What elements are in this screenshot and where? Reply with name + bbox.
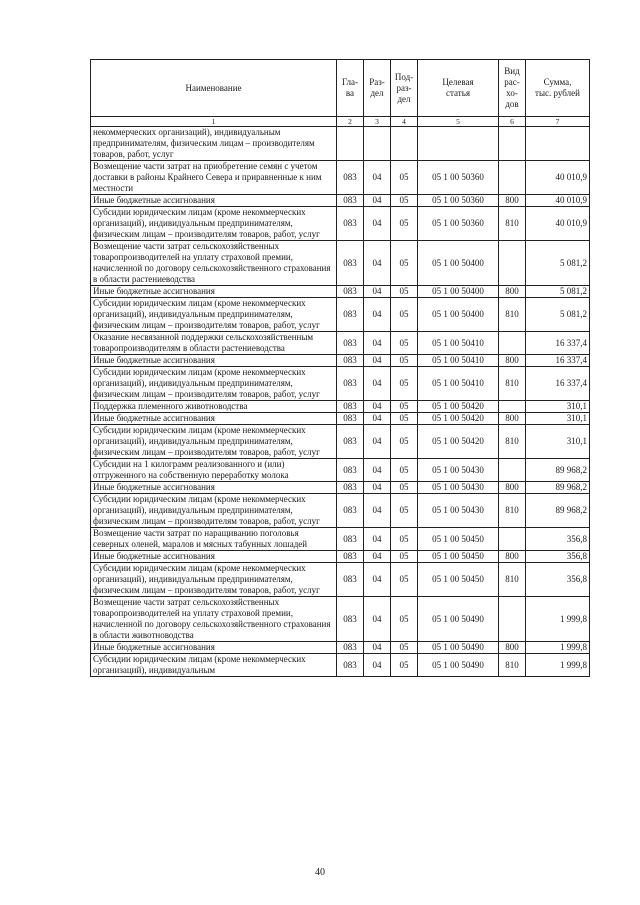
cell-chapter: 083 [337, 332, 364, 355]
cell-name: Субсидии юридическим лицам (кроме некоммерческих организаций), индивидуальным предпринимателям, физическим лицам – производителям товаров, работ, услуг [91, 207, 337, 241]
table-row [91, 298, 590, 332]
cell-chapter: 083 [337, 401, 364, 413]
cell-name: Иные бюджетные ассигнования [91, 482, 337, 494]
cell-chapter: 083 [337, 494, 364, 528]
cell-amount: 89 968,2 [526, 482, 590, 494]
cell-amount: 40 010,9 [526, 195, 590, 207]
table-row [91, 482, 590, 494]
column-number: 1 [91, 117, 337, 127]
cell-amount: 16 337,4 [526, 332, 590, 355]
cell-name: Иные бюджетные ассигнования [91, 413, 337, 425]
cell-target [418, 127, 499, 161]
cell-section: 04 [364, 528, 391, 551]
cell-target: 05 1 00 50400 [418, 286, 499, 298]
cell-amount: 16 337,4 [526, 355, 590, 367]
cell-target: 05 1 00 50360 [418, 207, 499, 241]
cell-chapter: 083 [337, 241, 364, 286]
cell-target: 05 1 00 50490 [418, 654, 499, 677]
cell-target: 05 1 00 50430 [418, 482, 499, 494]
cell-section: 04 [364, 482, 391, 494]
cell-expense-type: 800 [499, 413, 526, 425]
cell-target: 05 1 00 50430 [418, 494, 499, 528]
cell-chapter: 083 [337, 551, 364, 563]
cell-expense-type [499, 459, 526, 482]
cell-section: 04 [364, 494, 391, 528]
cell-expense-type: 810 [499, 654, 526, 677]
cell-amount: 310,1 [526, 413, 590, 425]
cell-chapter: 083 [337, 195, 364, 207]
cell-subsection: 05 [391, 195, 418, 207]
cell-name: Возмещение части затрат сельскохозяйственных товаропроизводителей на уплату страховой премии, начисленной по договору сельскохозяйственного страхования в области животноводства [91, 597, 337, 642]
cell-subsection: 05 [391, 355, 418, 367]
cell-expense-type [499, 401, 526, 413]
table-row [91, 654, 590, 677]
cell-section: 04 [364, 195, 391, 207]
cell-subsection: 05 [391, 413, 418, 425]
cell-target: 05 1 00 50450 [418, 551, 499, 563]
cell-subsection: 05 [391, 654, 418, 677]
cell-name: Иные бюджетные ассигнования [91, 286, 337, 298]
cell-target: 05 1 00 50410 [418, 355, 499, 367]
cell-name: Субсидии юридическим лицам (кроме некоммерческих организаций), индивидуальным предпринимателям, физическим лицам – производителям товаров, работ, услуг [91, 563, 337, 597]
cell-name: Иные бюджетные ассигнования [91, 551, 337, 563]
table-row [91, 127, 590, 161]
cell-chapter: 083 [337, 597, 364, 642]
cell-amount: 1 999,8 [526, 642, 590, 654]
cell-expense-type: 800 [499, 286, 526, 298]
cell-expense-type: 800 [499, 551, 526, 563]
cell-expense-type: 800 [499, 195, 526, 207]
cell-target: 05 1 00 50360 [418, 195, 499, 207]
cell-name: Субсидии юридическим лицам (кроме некоммерческих организаций), индивидуальным предпринимателям, физическим лицам – производителям товаров, работ, услуг [91, 298, 337, 332]
cell-target: 05 1 00 50360 [418, 161, 499, 195]
cell-subsection: 05 [391, 551, 418, 563]
cell-name: Иные бюджетные ассигнования [91, 642, 337, 654]
cell-name: некоммерческих организаций), индивидуальным предпринимателям, физическим лицам – производителям товаров, работ, услуг [91, 127, 337, 161]
cell-chapter: 083 [337, 286, 364, 298]
cell-subsection: 05 [391, 332, 418, 355]
cell-chapter: 083 [337, 161, 364, 195]
cell-section: 04 [364, 241, 391, 286]
page-number: 40 [315, 867, 325, 878]
cell-amount: 5 081,2 [526, 298, 590, 332]
cell-name: Иные бюджетные ассигнования [91, 195, 337, 207]
cell-section: 04 [364, 425, 391, 459]
header-section: Раз- дел [364, 60, 391, 117]
cell-chapter: 083 [337, 298, 364, 332]
cell-subsection: 05 [391, 459, 418, 482]
header-amount: Сумма, тыс. рублей [526, 60, 590, 117]
cell-amount: 40 010,9 [526, 207, 590, 241]
header-expense-type: Вид рас- хо- дов [499, 60, 526, 117]
cell-chapter [337, 127, 364, 161]
cell-target: 05 1 00 50490 [418, 642, 499, 654]
header-name: Наименование [91, 60, 337, 117]
cell-amount: 356,8 [526, 563, 590, 597]
cell-expense-type: 810 [499, 207, 526, 241]
cell-expense-type: 810 [499, 367, 526, 401]
cell-subsection: 05 [391, 286, 418, 298]
cell-expense-type [499, 241, 526, 286]
cell-target: 05 1 00 50410 [418, 332, 499, 355]
cell-subsection: 05 [391, 425, 418, 459]
cell-expense-type [499, 127, 526, 161]
cell-expense-type: 800 [499, 355, 526, 367]
cell-amount: 16 337,4 [526, 367, 590, 401]
cell-name: Субсидии на 1 килограмм реализованного и (или) отгруженного на собственную переработку молока [91, 459, 337, 482]
cell-amount: 89 968,2 [526, 494, 590, 528]
cell-section: 04 [364, 413, 391, 425]
cell-name: Субсидии юридическим лицам (кроме некоммерческих организаций), индивидуальным предпринимателям, физическим лицам – производителям товаров, работ, услуг [91, 425, 337, 459]
cell-section: 04 [364, 401, 391, 413]
cell-subsection: 05 [391, 298, 418, 332]
cell-subsection: 05 [391, 494, 418, 528]
table-row [91, 597, 590, 642]
cell-section: 04 [364, 298, 391, 332]
cell-amount: 310,1 [526, 401, 590, 413]
cell-subsection: 05 [391, 161, 418, 195]
cell-expense-type [499, 161, 526, 195]
table-row [91, 425, 590, 459]
table-row [91, 401, 590, 413]
cell-subsection: 05 [391, 642, 418, 654]
cell-name: Возмещение части затрат сельскохозяйственных товаропроизводителей на уплату страховой премии, начисленной по договору сельскохозяйственного страхования в области растениеводства [91, 241, 337, 286]
cell-expense-type: 810 [499, 298, 526, 332]
column-number: 3 [364, 117, 391, 127]
header-target: Целевая статья [418, 60, 499, 117]
cell-target: 05 1 00 50420 [418, 413, 499, 425]
cell-chapter: 083 [337, 413, 364, 425]
cell-amount: 89 968,2 [526, 459, 590, 482]
cell-section: 04 [364, 563, 391, 597]
cell-expense-type [499, 597, 526, 642]
cell-name: Субсидии юридическим лицам (кроме некоммерческих организаций), индивидуальным предпринимателям, физическим лицам – производителям товаров, работ, услуг [91, 494, 337, 528]
cell-subsection: 05 [391, 401, 418, 413]
table-row [91, 413, 590, 425]
cell-section: 04 [364, 551, 391, 563]
cell-subsection [391, 127, 418, 161]
cell-subsection: 05 [391, 528, 418, 551]
cell-section: 04 [364, 597, 391, 642]
table-row [91, 332, 590, 355]
cell-chapter: 083 [337, 528, 364, 551]
table-row [91, 642, 590, 654]
cell-expense-type: 800 [499, 482, 526, 494]
table-row [91, 367, 590, 401]
cell-expense-type: 810 [499, 494, 526, 528]
table-row [91, 563, 590, 597]
cell-expense-type [499, 332, 526, 355]
budget-table [90, 59, 590, 677]
cell-target: 05 1 00 50410 [418, 367, 499, 401]
cell-amount: 356,8 [526, 528, 590, 551]
table-row [91, 459, 590, 482]
cell-amount: 40 010,9 [526, 161, 590, 195]
cell-name: Возмещение части затрат по наращиванию поголовья северных оленей, маралов и мясных табунных лошадей [91, 528, 337, 551]
cell-name: Возмещение части затрат на приобретение семян с учетом доставки в районы Крайнего Севера и приравненные к ним местности [91, 161, 337, 195]
cell-amount: 1 999,8 [526, 597, 590, 642]
column-number: 4 [391, 117, 418, 127]
table-row [91, 286, 590, 298]
cell-amount: 1 999,8 [526, 654, 590, 677]
table-row [91, 161, 590, 195]
cell-chapter: 083 [337, 563, 364, 597]
cell-chapter: 083 [337, 459, 364, 482]
cell-subsection: 05 [391, 241, 418, 286]
cell-amount: 356,8 [526, 551, 590, 563]
cell-target: 05 1 00 50420 [418, 425, 499, 459]
header-row [91, 60, 590, 117]
cell-section: 04 [364, 161, 391, 195]
table-body [91, 127, 590, 677]
table-row [91, 355, 590, 367]
cell-chapter: 083 [337, 425, 364, 459]
column-number: 7 [526, 117, 590, 127]
cell-chapter: 083 [337, 207, 364, 241]
cell-section: 04 [364, 332, 391, 355]
cell-name: Оказание несвязанной поддержки сельскохозяйственным товаропроизводителям в области растениеводства [91, 332, 337, 355]
cell-subsection: 05 [391, 563, 418, 597]
table-row [91, 528, 590, 551]
cell-chapter: 083 [337, 482, 364, 494]
cell-section: 04 [364, 207, 391, 241]
cell-amount: 310,1 [526, 425, 590, 459]
cell-target: 05 1 00 50420 [418, 401, 499, 413]
table-row [91, 241, 590, 286]
cell-amount: 5 081,2 [526, 241, 590, 286]
cell-target: 05 1 00 50430 [418, 459, 499, 482]
cell-expense-type: 800 [499, 642, 526, 654]
cell-section: 04 [364, 459, 391, 482]
cell-expense-type: 810 [499, 563, 526, 597]
cell-section: 04 [364, 286, 391, 298]
cell-target: 05 1 00 50400 [418, 298, 499, 332]
cell-section: 04 [364, 642, 391, 654]
table-row [91, 551, 590, 563]
cell-target: 05 1 00 50490 [418, 597, 499, 642]
cell-subsection: 05 [391, 367, 418, 401]
column-number: 6 [499, 117, 526, 127]
cell-target: 05 1 00 50450 [418, 528, 499, 551]
column-number: 5 [418, 117, 499, 127]
cell-expense-type [499, 528, 526, 551]
cell-amount: 5 081,2 [526, 286, 590, 298]
column-number-row [91, 117, 590, 127]
cell-subsection: 05 [391, 597, 418, 642]
cell-section: 04 [364, 654, 391, 677]
cell-section: 04 [364, 367, 391, 401]
cell-target: 05 1 00 50450 [418, 563, 499, 597]
table-row [91, 207, 590, 241]
cell-subsection: 05 [391, 207, 418, 241]
cell-subsection: 05 [391, 482, 418, 494]
cell-name: Иные бюджетные ассигнования [91, 355, 337, 367]
cell-name: Поддержка племенного животноводства [91, 401, 337, 413]
cell-expense-type: 810 [499, 425, 526, 459]
table-row [91, 494, 590, 528]
cell-amount [526, 127, 590, 161]
cell-chapter: 083 [337, 367, 364, 401]
header-subsection: Под- раз- дел [391, 60, 418, 117]
budget-table-container [90, 59, 589, 677]
cell-chapter: 083 [337, 642, 364, 654]
cell-name: Субсидии юридическим лицам (кроме некоммерческих организаций), индивидуальным [91, 654, 337, 677]
column-number: 2 [337, 117, 364, 127]
table-row [91, 195, 590, 207]
cell-section: 04 [364, 355, 391, 367]
cell-section [364, 127, 391, 161]
cell-target: 05 1 00 50400 [418, 241, 499, 286]
cell-chapter: 083 [337, 355, 364, 367]
cell-name: Субсидии юридическим лицам (кроме некоммерческих организаций), индивидуальным предпринимателям, физическим лицам – производителям товаров, работ, услуг [91, 367, 337, 401]
header-chapter: Гла- ва [337, 60, 364, 117]
cell-chapter: 083 [337, 654, 364, 677]
